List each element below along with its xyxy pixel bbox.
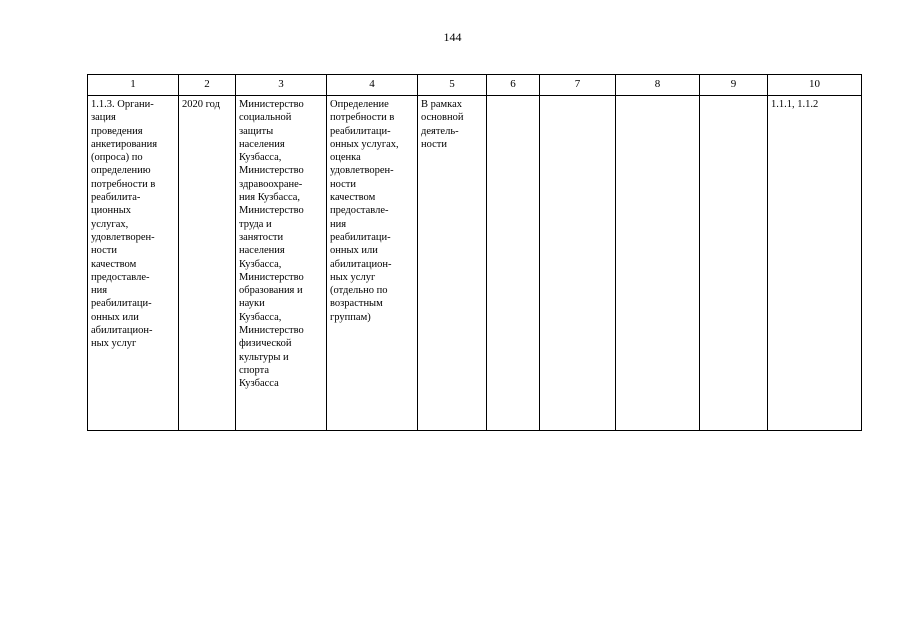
funding-source: В рамках основной деятель- ности bbox=[421, 99, 464, 150]
column-header-5: 5 bbox=[418, 75, 487, 96]
column-header-2: 2 bbox=[179, 75, 236, 96]
executors-cell bbox=[236, 96, 327, 431]
funding-source-cell bbox=[418, 96, 487, 431]
activities-table bbox=[87, 74, 862, 431]
related-items-cell bbox=[768, 96, 862, 431]
column-header-9: 9 bbox=[700, 75, 768, 96]
empty-cell-6 bbox=[487, 96, 540, 431]
column-header-1: 1 bbox=[88, 75, 179, 96]
column-header-3: 3 bbox=[236, 75, 327, 96]
empty-cell-8 bbox=[616, 96, 700, 431]
page-number: 144 bbox=[443, 30, 462, 44]
column-header-7: 7 bbox=[540, 75, 616, 96]
related-items: 1.1.1, 1.1.2 bbox=[771, 99, 819, 110]
executors: Министерство социальной защиты населения Кузбасса, Министерство здравоохране- ния Кузбасса, Министерство труда и занятости населения Кузбасса, Министерство образования и науки Кузбасса, Министерство физической культуры и спорта Кузбасса bbox=[239, 99, 304, 390]
column-header-6: 6 bbox=[487, 75, 540, 96]
column-header-8: 8 bbox=[616, 75, 700, 96]
activity-name: 1.1.3. Органи- зация проведения анкетирования (опроса) по определению потребности в реабилита- ционных услугах, удовлетворен- ности качеством предоставле- ния реабилитаци- онных или абилитацион- ных услуг bbox=[91, 99, 158, 350]
deadline: 2020 год bbox=[182, 99, 220, 110]
table-header-row bbox=[88, 75, 862, 96]
table-row bbox=[88, 96, 862, 431]
empty-cell-7 bbox=[540, 96, 616, 431]
column-header-4: 4 bbox=[327, 75, 418, 96]
deadline-cell bbox=[179, 96, 236, 431]
column-header-10: 10 bbox=[768, 75, 862, 96]
activity-name-cell bbox=[88, 96, 179, 431]
expected-result: Определение потребности в реабилитаци- онных услугах, оценка удовлетворен- ности качеством предоставле- ния реабилитаци- онных или абилитацион- ных услуг (отдельно по возрастным группам) bbox=[330, 99, 399, 323]
expected-result-cell bbox=[327, 96, 418, 431]
empty-cell-9 bbox=[700, 96, 768, 431]
